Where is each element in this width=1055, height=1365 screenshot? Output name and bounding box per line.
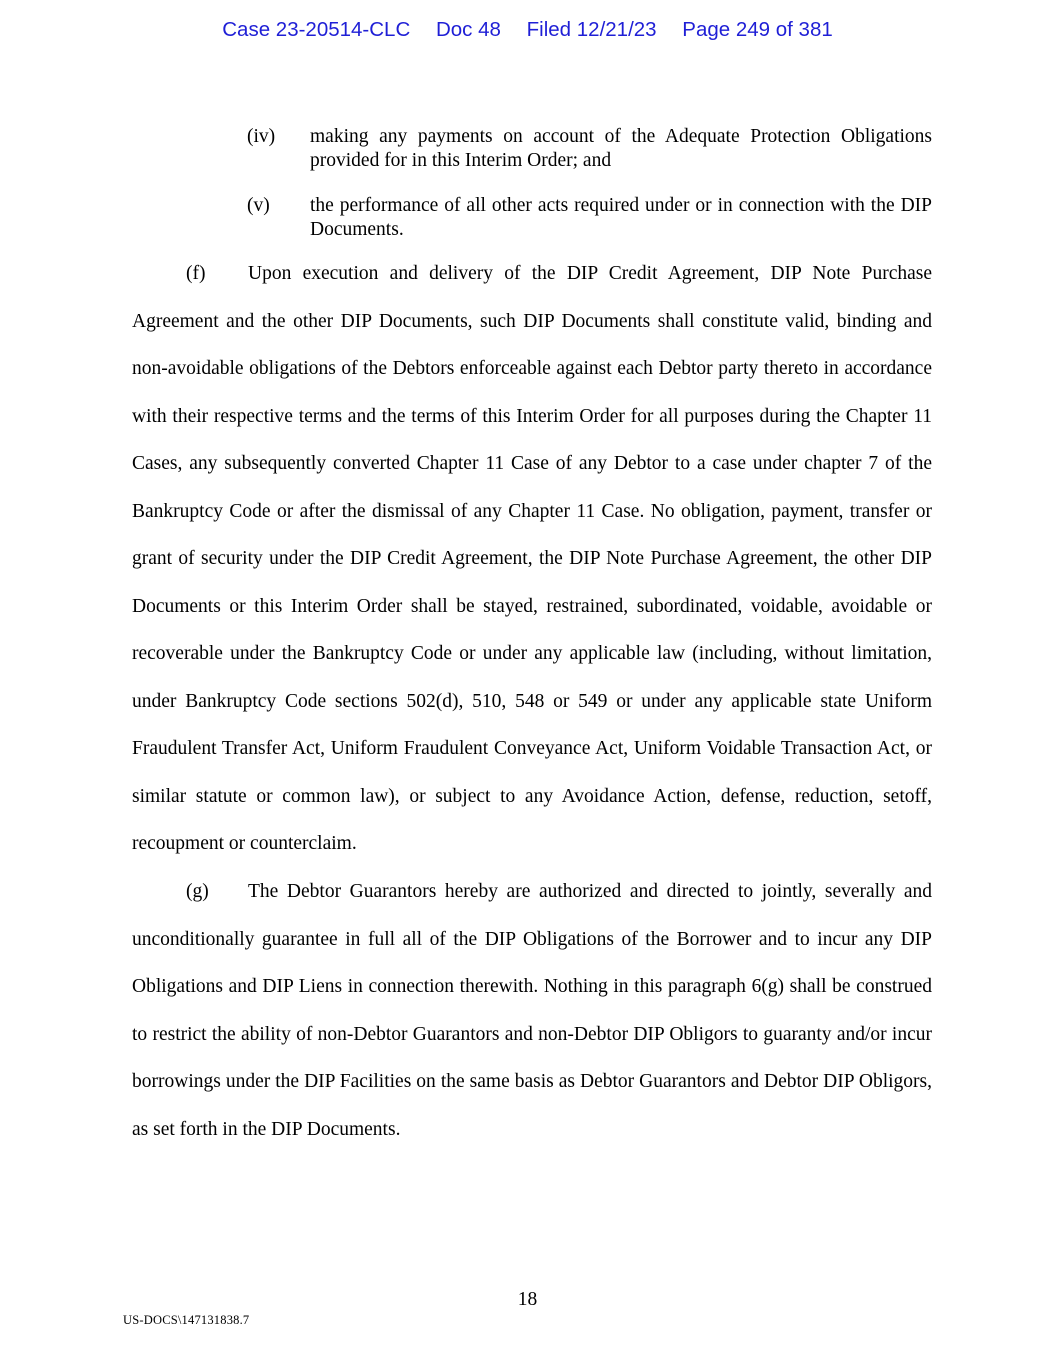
ecf-filing-header (0, 18, 1055, 42)
paragraph-text: The Debtor Guarantors hereby are authorized and directed to jointly, severally and unconditionally guarantee in full all of the DIP Obligations of the Borrower and to incur any DIP Obligations and DIP Liens in connection therewith. Nothing in this paragraph 6(g) shall be construed to restrict the ability of non-Debtor Guarantors and non-Debtor DIP Obligors to guaranty and/or incur borrowings under the DIP Facilities on the same basis as Debtor Guarantors and Debtor DIP Obligors, as set forth in the DIP Documents. (132, 881, 932, 1140)
sub-item-text: the performance of all other acts required under or in connection with the DIP Documents. (310, 195, 932, 240)
paragraph-marker: (f) (186, 263, 206, 284)
document-id: US-DOCS\147131838.7 (123, 1313, 250, 1327)
page-number: 18 (517, 1289, 538, 1310)
sub-item-iv (247, 125, 932, 172)
sub-item-marker: (iv) (247, 126, 276, 147)
filed-date: Filed 12/21/23 (526, 18, 657, 41)
paragraph-g (132, 868, 932, 1153)
paragraph-marker: (g) (186, 881, 209, 902)
page-count: Page 249 of 381 (682, 18, 833, 41)
doc-number: Doc 48 (435, 18, 501, 41)
paragraph-f (132, 250, 932, 868)
case-number: Case 23-20514-CLC (222, 18, 411, 41)
paragraph-text: Upon execution and delivery of the DIP Credit Agreement, DIP Note Purchase Agreement and the other DIP Documents, such DIP Documents shall constitute valid, binding and non-avoidable obligations of the Debtors enforceable against each Debtor party thereto in accordance with their respective terms and the terms of this Interim Order for all purposes during the Chapter 11 Cases, any subsequently converted Chapter 11 Case of any Debtor to a case under chapter 7 of the Bankruptcy Code or after the dismissal of any Chapter 11 Case. No obligation, payment, transfer or grant of security under the DIP Credit Agreement, the DIP Note Purchase Agreement, the other DIP Documents or this Interim Order shall be stayed, restrained, subordinated, voidable, avoidable or recoverable under the Bankruptcy Code or under any applicable law (including, without limitation, under Bankruptcy Code sections 502(d), 510, 548 or 549 or under any applicable state Uniform Fraudulent Transfer Act, Uniform Fraudulent Conveyance Act, Uniform Voidable Transaction Act, or similar statute or common law), or subject to any Avoidance Action, defense, reduction, setoff, recoupment or counterclaim. (132, 263, 932, 854)
sub-item-v (247, 194, 932, 241)
sub-item-text: making any payments on account of the Adequate Protection Obligations provided for in this Interim Order; and (310, 126, 932, 171)
sub-item-marker: (v) (247, 195, 270, 216)
